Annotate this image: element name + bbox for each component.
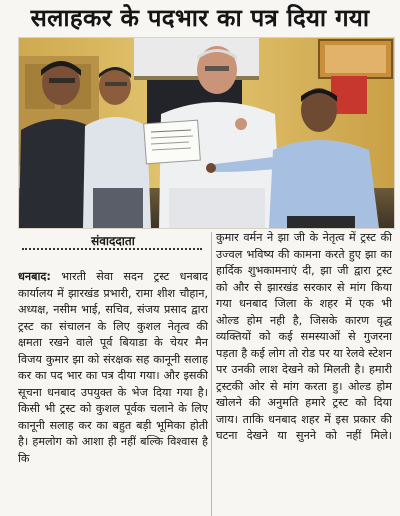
news-photo	[18, 37, 395, 229]
certificate	[144, 120, 201, 164]
dateline: धनबाद:	[18, 270, 51, 283]
article-text-1: भारती सेवा सदन ट्रस्ट धनबाद कार्यालय में झारखंड प्रभारी, रामा शीश चौहान, अध्यक्ष, नसीम भाई, सचिव, संजय प्रसाद द्वारा ट्रस्ट का संचालन के लिए कुशल नेतृत्व की क्षमता रखने वाले पूर्व बियाडा के चेयर मैन विजय कुमार झा को संरक्षक सह कानूनी सलाह कर का पद भार का पत्र दीया गया। और इसकी सूचना धनबाद उपयुक्त के भेज दिया गया है। किसी भी ट्रस्ट को कुशल पूर्वक चलाने के लिए कानूनी सलाह कर का बहुत बड़ी भूमिका होती है। हमलोग को आशा ही नहीं बल्कि विश्वास है कि	[18, 270, 208, 465]
headline: सलाहकर के पदभार का पत्र दिया गया	[30, 4, 370, 32]
byline-divider	[22, 248, 202, 250]
article-text-2: कुमार वर्मन ने झा जी के नेतृत्व में ट्रस्ट की उज्वल भविष्य की कामना करते हुए झा का हार्दिक शुभकामनाएं दी, झा जी द्वारा ट्रस्ट को और से झारखंड सरकार से मांग किया गया धनबाद जिला के शहर में एक भी ओल्ड होम नही है, जिसके कारण वृद्ध व्यक्तियों को कई समस्याओं से गुजरना पड़ता है कई लोग तो रोड पर या रेलवे स्टेशन पर उनकी लाश देखने को मिलती है। हमारी ट्रस्टकी ओर से मांग करता हु। ओल्ड होम खोलने की अनुमति हमारे ट्रस्ट को दिया जाय। ताकि धनबाद शहर में इस प्रकार की घटना देखने या सुनने को नहीं मिले।	[216, 231, 392, 442]
article-column-2	[216, 230, 392, 516]
window	[134, 38, 259, 78]
article-column-1	[18, 269, 208, 516]
byline: संवाददाता	[91, 234, 135, 248]
column-divider	[211, 232, 212, 516]
